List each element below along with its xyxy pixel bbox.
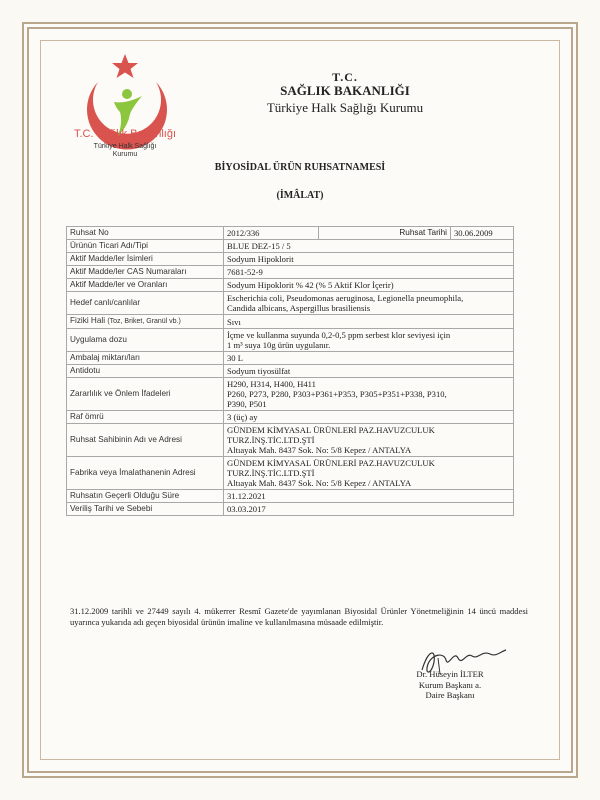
signatory-block <box>395 669 505 701</box>
table-row <box>67 352 514 365</box>
field-value-line: Sodyum Hipoklorit % 42 (% 5 Aktif Klor İçerir) <box>227 280 394 290</box>
field-label: Veriliş Tarihi ve Sebebi <box>67 503 224 516</box>
field-label: Raf ömrü <box>67 411 224 424</box>
field-value-line: TURZ.İNŞ.TİC.LTD.ŞTİ <box>227 435 315 445</box>
field-label: Ürünün Ticari Adı/Tipi <box>67 240 224 253</box>
signatory-title-2: Daire Başkanı <box>425 690 475 700</box>
field-label: Zararlılık ve Önlem İfadeleri <box>67 378 224 411</box>
field-value <box>224 266 514 279</box>
field-value-line: Altıayak Mah. 8437 Sok. No: 5/8 Kepez / ANTALYA <box>227 478 412 488</box>
table-row <box>67 329 514 352</box>
field-value <box>224 424 514 457</box>
field-value <box>224 329 514 352</box>
table-row <box>67 411 514 424</box>
table-row <box>67 279 514 292</box>
field-value <box>224 378 514 411</box>
logo-subtitle: Türkiye Halk Sağlığı Kurumu <box>93 143 157 158</box>
signatory-name: Dr. Hüseyin İLTER <box>416 669 484 679</box>
field-value-line: GÜNDEM KİMYASAL ÜRÜNLERİ PAZ.HAVUZCULUK <box>227 425 435 435</box>
header-tc: T.C. <box>332 70 358 84</box>
field-label: Fiziki Hali (Toz, Briket, Granül vb.) <box>67 315 224 329</box>
field-label: Ruhsat Sahibinin Adı ve Adresi <box>67 424 224 457</box>
license-date-value: 30.06.2009 <box>451 227 514 239</box>
field-value <box>224 457 514 490</box>
license-date-label: Ruhsat Tarihi <box>399 228 447 237</box>
field-value <box>224 253 514 266</box>
field-value <box>224 315 514 329</box>
field-value <box>224 279 514 292</box>
field-label-note: (Toz, Briket, Granül vb.) <box>107 318 181 325</box>
field-value-line: İçme ve kullanma suyunda 0,2-0,5 ppm serbest klor seviyesi için <box>227 330 451 340</box>
table-row <box>67 240 514 253</box>
table-row <box>67 490 514 503</box>
field-value-line: 7681-52-9 <box>227 267 263 277</box>
field-value <box>224 490 514 503</box>
license-number-value: 2012/336 <box>224 227 319 239</box>
field-value <box>224 503 514 516</box>
field-value-line: Escherichia coli, Pseudomonas aeruginosa, Legionella pneumophila, <box>227 293 464 303</box>
header-ministry: SAĞLIK BAKANLIĞI <box>280 83 410 98</box>
license-table <box>66 226 514 516</box>
field-value <box>224 365 514 378</box>
table-row <box>67 424 514 457</box>
field-value <box>224 292 514 315</box>
license-number-row <box>67 227 514 240</box>
logo-star-icon <box>112 54 138 78</box>
field-label: Ruhsatın Geçerli Olduğu Süre <box>67 490 224 503</box>
table-row <box>67 503 514 516</box>
table-row <box>67 266 514 279</box>
table-row <box>67 365 514 378</box>
table-row <box>67 378 514 411</box>
header-institution: Türkiye Halk Sağlığı Kurumu <box>266 100 424 115</box>
table-row <box>67 253 514 266</box>
field-value-line: 3 (üç) ay <box>227 412 258 422</box>
license-number-cell <box>224 227 514 240</box>
field-label: Hedef canlı/canlılar <box>67 292 224 315</box>
license-number-label: Ruhsat No <box>67 227 224 240</box>
field-value-line: TURZ.İNŞ.TİC.LTD.ŞTİ <box>227 468 315 478</box>
field-label: Aktif Madde/ler ve Oranları <box>67 279 224 292</box>
field-value <box>224 240 514 253</box>
legal-footer-text: 31.12.2009 tarihli ve 27449 sayılı 4. mükerrer Resmî Gazete'de yayımlanan Biyosidal Ürünler Yönetmeliğinin 14 üncü maddesi uyarınca yukarıda adı geçen biyosidal ürünün imaline ve kullanılmasına müsaade edilmiştir. <box>70 606 528 627</box>
document-title: BİYOSİDAL ÜRÜN RUHSATNAMESİ <box>214 162 386 173</box>
field-label: Aktif Madde/ler İsimleri <box>67 253 224 266</box>
field-label: Fabrika veya İmalathanenin Adresi <box>67 457 224 490</box>
field-label: Aktif Madde/ler CAS Numaraları <box>67 266 224 279</box>
table-row <box>67 292 514 315</box>
field-value-line: Sodyum tiyosülfat <box>227 366 291 376</box>
field-value-line: Sıvı <box>227 316 241 327</box>
field-label: Ambalaj miktarı/ları <box>67 352 224 365</box>
field-value-line: Altıayak Mah. 8437 Sok. No: 5/8 Kepez / ANTALYA <box>227 445 412 455</box>
field-value-line: H290, H314, H400, H411 <box>227 379 316 389</box>
field-label: Antidotu <box>67 365 224 378</box>
field-value <box>224 352 514 365</box>
field-value-line: Candida albicans, Aspergillus brasiliensis <box>227 303 371 313</box>
field-value-line: P390, P501 <box>227 399 267 409</box>
table-row <box>67 457 514 490</box>
table-row <box>67 315 514 329</box>
field-value-line: GÜNDEM KİMYASAL ÜRÜNLERİ PAZ.HAVUZCULUK <box>227 458 435 468</box>
field-value <box>224 411 514 424</box>
field-value-line: P260, P273, P280, P303+P361+P353, P305+P351+P338, P310, <box>227 389 447 399</box>
field-value-line: 30 L <box>227 353 243 363</box>
field-label: Uygulama dozu <box>67 329 224 352</box>
field-value-line: BLUE DEZ-15 / 5 <box>227 241 291 251</box>
signatory-title-1: Kurum Başkanı a. <box>418 679 482 690</box>
field-value-line: 03.03.2017 <box>227 504 266 514</box>
logo-title: T.C. Sağlık Bakanlığı <box>73 128 177 140</box>
field-value-line: 1 m³ suya 10g ürün uygulanır. <box>227 340 331 350</box>
document-subtitle: (İMÂLAT) <box>276 190 324 201</box>
field-value-line: Sodyum Hipoklorit <box>227 254 294 264</box>
field-value-line: 31.12.2021 <box>227 491 266 501</box>
